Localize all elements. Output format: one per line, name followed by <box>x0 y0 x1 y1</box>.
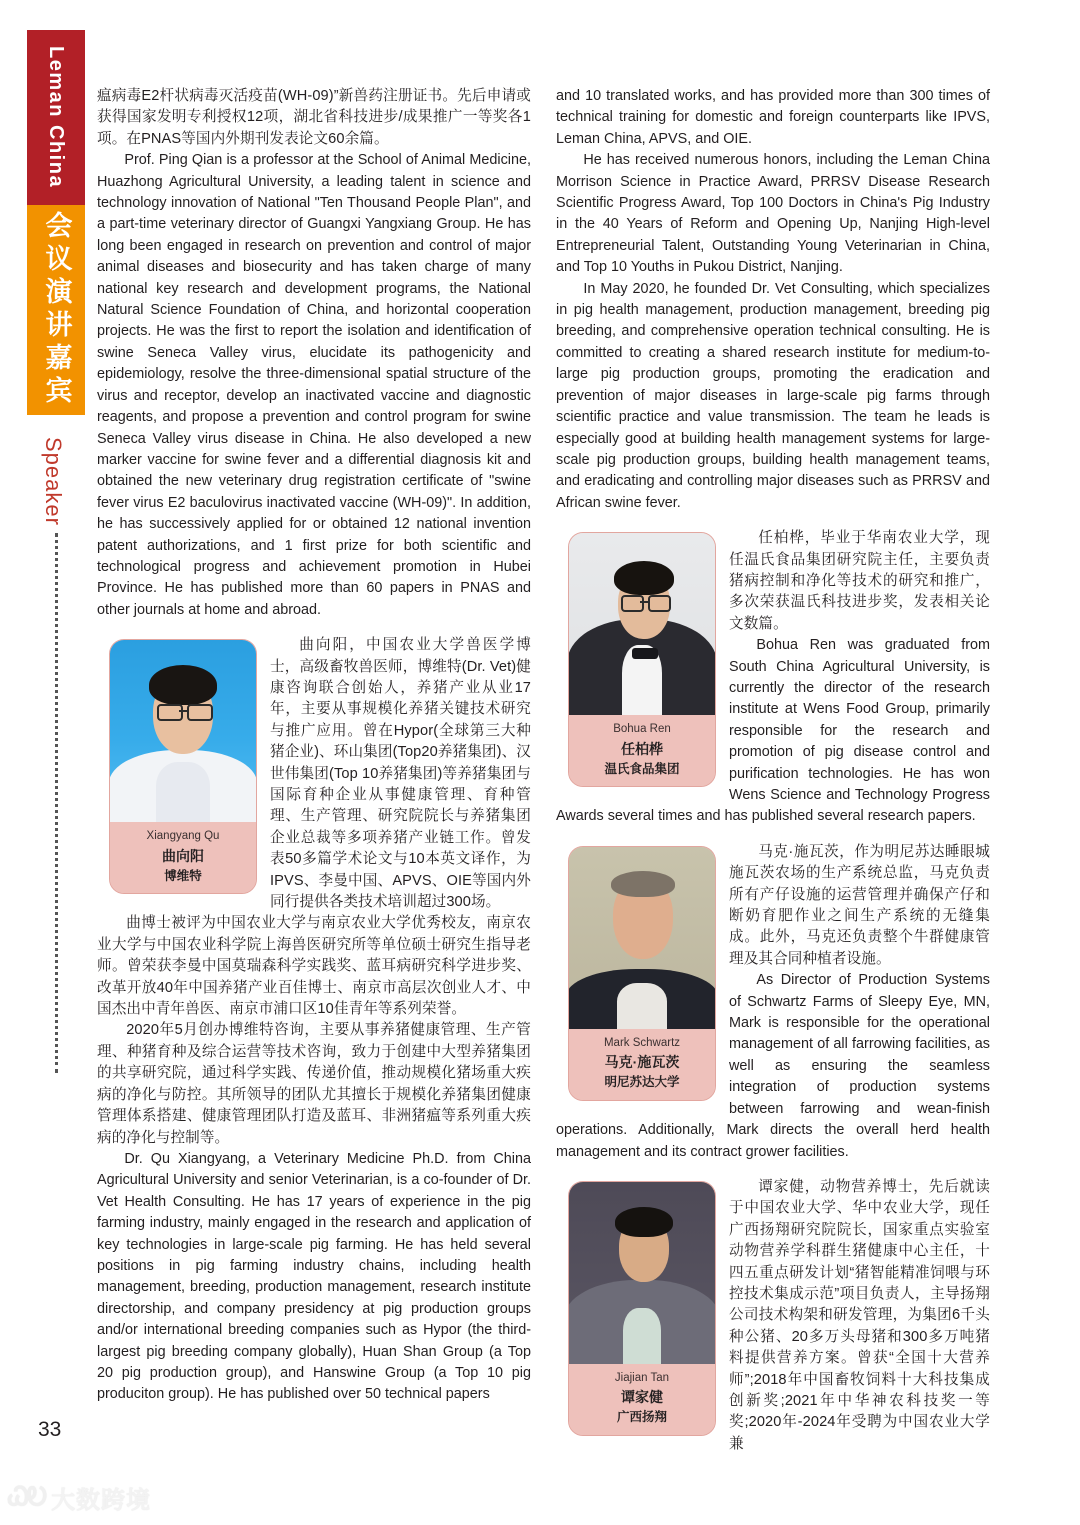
profile-name-en: Bohua Ren <box>613 723 671 736</box>
profile-xiangyang-qu <box>97 635 531 913</box>
profile-name-cn: 马克·施瓦茨 <box>604 1054 680 1071</box>
brand-band-red <box>27 30 85 205</box>
watermark-logo-icon: ᏇᎧ <box>8 1483 46 1511</box>
paragraph-qian-consulting-en: In May 2020, he founded Dr. Vet Consulting, which specializes in pig health management, production management, breeding pig breeding, and comprehensive operation technical consulting. He is committed to creating a shared research institute for medium-to-large pig production groups, promoting the eradication and prevention of major diseases in large-scale pig farms through scientific practice and value transmission. The team he leads is especially good at building health management systems for large-scale pig production groups, building health management teams, and eradicating and controlling major diseases such as PRRSV and African swine fever. <box>556 280 990 511</box>
portrait-photo-xiangyang-qu <box>110 640 256 822</box>
paragraph-mark-en: As Director of Production Systems of Schwartz Farms of Sleepy Eye, MN, Mark is responsible for the operational management of all farrowing facilities, as well as ensuring the seamless integration of production systems between farrowing and wean-finish operations. Additionally, Mark directs the overall herd health management and its contract grower facilities. <box>556 972 990 1160</box>
paragraph-qian-en: Prof. Ping Qian is a professor at the School of Animal Medicine, Huazhong Agricultural University, a leading talent in science and technology innovation of National "Ten Thousand People Plan", and a part-time veterinary director of Guangxi Yangxiang Group. He has long been engaged in research on prevention and control of major animal diseases and biosecurity and has taken charge of many national key research and development programs, the National Natural Science Foundation of China, and horizontal cooperation projects. He was the first to report the isolation and identification of swine Seneca Valley virus, elucidate its pathogenicity and epidemiology, resolve the three-dimensional spatial structure of the virus and receptor, develop an inactivated vaccine and diagnostic reagents, and propose a prevention and control program for swine Seneca Valley virus disease in China. He also developed a new marker vaccine for swine fever and a differential diagnosis kit and obtained the new veterinary drug registration certificate of "swine fever virus E2 baculovirus inactivated vaccine (WH-09)". In addition, he has successively applied for or obtained 12 national invention patent authorizations, and 1 first prize for both scientific and technological progress and achievement promotion in Hubei Province. He has published more than 60 papers in PNAS and other journals at home and abroad. <box>97 152 531 618</box>
paragraph-ren-en: Bohua Ren was graduated from South China Agricultural University, is currently the director of the research institute at Wens Food Group, primarily responsible for the research and promotion of pig disease control and purification technologies. He has won Wens Science and Technology Progress Awards several times and has published several research papers. <box>556 637 990 825</box>
paragraph-qu-cn-3: 2020年5月创办博维特咨询，主要从事养猪健康管理、生产管理、种猪育种及综合运营等技术咨询，致力于创建中大型养猪集团的共享研究院，通过科学实践、传递价值，推动规模化猪场重大疾病的净化与防控。其所领导的团队尤其擅长于规模化养猪集团健康管理体系搭建、健康管理团队打造及蓝耳、非洲猪瘟等系列重大疾病的净化与控制等。 <box>97 1022 531 1146</box>
profile-caption <box>110 822 256 893</box>
profile-card <box>568 846 716 1101</box>
profile-mark-schwartz <box>556 842 990 1163</box>
page-number: 33 <box>38 1418 62 1441</box>
brand-label-en: Leman China <box>45 46 67 189</box>
profile-caption <box>569 1029 715 1100</box>
paragraph-qu-cn-2: 曲博士被评为中国农业大学与南京农业大学优秀校友，南京农业大学与中国农业科学院上海兽医研究所等单位硕士研究生指导老师。曾荣获李曼中国莫瑞森科学实践奖、蓝耳病研究科学进步奖、改革开放40年中国养猪产业百佳博士、南京市高层次创业人才、中国杰出中青年兽医、南京市浦口区10佳青年等系列荣誉。 <box>97 915 531 1018</box>
watermark <box>8 1480 151 1515</box>
watermark-text: 大数跨境 <box>51 1487 152 1514</box>
brand-label-cn: 会议演讲嘉宾 <box>41 211 72 409</box>
brand-band-orange <box>27 205 85 415</box>
column-left <box>97 86 531 1406</box>
portrait-photo-bohua-ren <box>569 533 715 715</box>
paragraph-qian-cn-tail: 瘟病毒E2杆状病毒灭活疫苗(WH-09)”新兽药注册证书。先后申请或获得国家发明专利授权12项，湖北省科技进步/成果推广一等奖各1项。在PNAS等国内外期刊发表论文60余篇。 <box>97 88 531 147</box>
profile-caption <box>569 715 715 786</box>
profile-caption <box>569 1364 715 1435</box>
column-right <box>556 86 990 1455</box>
profile-name-en: Mark Schwartz <box>603 1036 681 1049</box>
profile-card <box>109 639 257 894</box>
article-body <box>97 86 990 1452</box>
profile-org-cn: 明尼苏达大学 <box>604 1075 680 1090</box>
paragraph-qian-honors-en: He has received numerous honors, including the Leman China Morrison Science in Practice Award, PRRSV Disease Research Scientific Progress Award, Top 100 Doctors in China's Pig Industry in the 40 Years of Reform and Opening Up, Nanjing High-level Entrepreneurial Talent, Outstanding Young Veterinarian in China, and Top 10 Youths in Pukou District, Nanjing. <box>556 152 990 276</box>
profile-name-cn: 任柏桦 <box>621 740 663 757</box>
paragraph-tan-cn: 谭家健，动物营养博士，先后就读于中国农业大学、华中农业大学，现任广西扬翔研究院院长，国家重点实验室动物营养学科群生猪健康中心主任，十四五重点研发计划“猪智能精准饲喂与环控技术集成示范”项目负责人，主导扬翔公司技术构架和研发管理，为集团6千头种公猪、20多万头母猪和300多万吨猪料提供营养方案。曾获“全国十大营养师”;2018年中国畜牧饲料十大科技集成创新奖;2021年中华神农科技奖一等奖;2020年-2024年受聘为中国农业大学兼 <box>729 1178 990 1452</box>
profile-name-en: Xiangyang Qu <box>146 830 220 843</box>
speaker-label: Speaker <box>41 437 66 526</box>
profile-card <box>568 1181 716 1436</box>
paragraph-mark-cn: 马克·施瓦茨，作为明尼苏达睡眼城施瓦茨农场的生产系统总监，马克负责所有产仔设施的运营管理并确保产仔和断奶育肥作业之间生产系统的无缝集成。此外，马克还负责整个牛群健康管理及其合同种植者设施。 <box>729 843 990 967</box>
sidebar-dashed-rule <box>55 533 58 1073</box>
paragraph-qian-en-tail: and 10 translated works, and has provided more than 300 times of technical training for domestic and foreign counterparts like IPVS, Leman China, APVS, and OIE. <box>556 88 990 147</box>
profile-bohua-ren <box>556 528 990 828</box>
profile-jiajian-tan <box>556 1177 990 1455</box>
paragraph-ren-cn: 任柏桦，毕业于华南农业大学，现任温氏食品集团研究院主任，主要负责猪病控制和净化等技术的研究和推广，多次荣获温氏科技进步奖，发表相关论文数篇。 <box>729 530 990 632</box>
profile-card <box>568 532 716 787</box>
profile-name-en: Jiajian Tan <box>614 1371 670 1384</box>
profile-org-cn: 博维特 <box>164 868 202 883</box>
portrait-photo-jiajian-tan <box>569 1182 715 1364</box>
portrait-photo-mark-schwartz <box>569 847 715 1029</box>
paragraph-qu-en: Dr. Qu Xiangyang, a Veterinary Medicine Ph.D. from China Agricultural University and senior Veterinarian, is a co-founder of Dr. Vet Health Consulting. He has 17 years of experience in the pig farming industry, mainly engaged in the research and application of key technologies in large-scale pig farming. He has held several positions in pig farming industry chains, including health management, breeding, production management, research institute directorship, and company presidency at pig production groups and/or international breeding companies such as Hypor (the third-largest pig breeding company globally), Huan Shan Group (a Top 20 pig production group), and Hanswine Group (a Top 10 pig produciton group). He has published over 50 technical papers <box>97 1150 531 1403</box>
profile-org-cn: 温氏食品集团 <box>604 761 680 776</box>
profile-name-cn: 谭家健 <box>621 1389 663 1406</box>
profile-name-cn: 曲向阳 <box>162 847 204 864</box>
paragraph-qu-cn-1: 曲向阳，中国农业大学兽医学博士，高级畜牧兽医师，博维特(Dr. Vet)健康咨询联合创始人，养猪产业从业17年，主要从事规模化养猪关键技术研究与推广应用。曾在Hypor(全球第三大种猪企业)、环山集团(Top20养猪集团)、汉世伟集团(Top 10养猪集团)等养猪集团与国际育种企业从事健康管理、育种管理、生产管理、研究院院长与养猪集团企业总裁等多项养猪产业链工作。曾发表50多篇学术论文与10本英文译作，为IPVS、李曼中国、APVS、OIE等国内外同行提供各类技术培训超过300场。 <box>270 637 531 911</box>
profile-org-cn: 广西扬翔 <box>616 1410 667 1425</box>
